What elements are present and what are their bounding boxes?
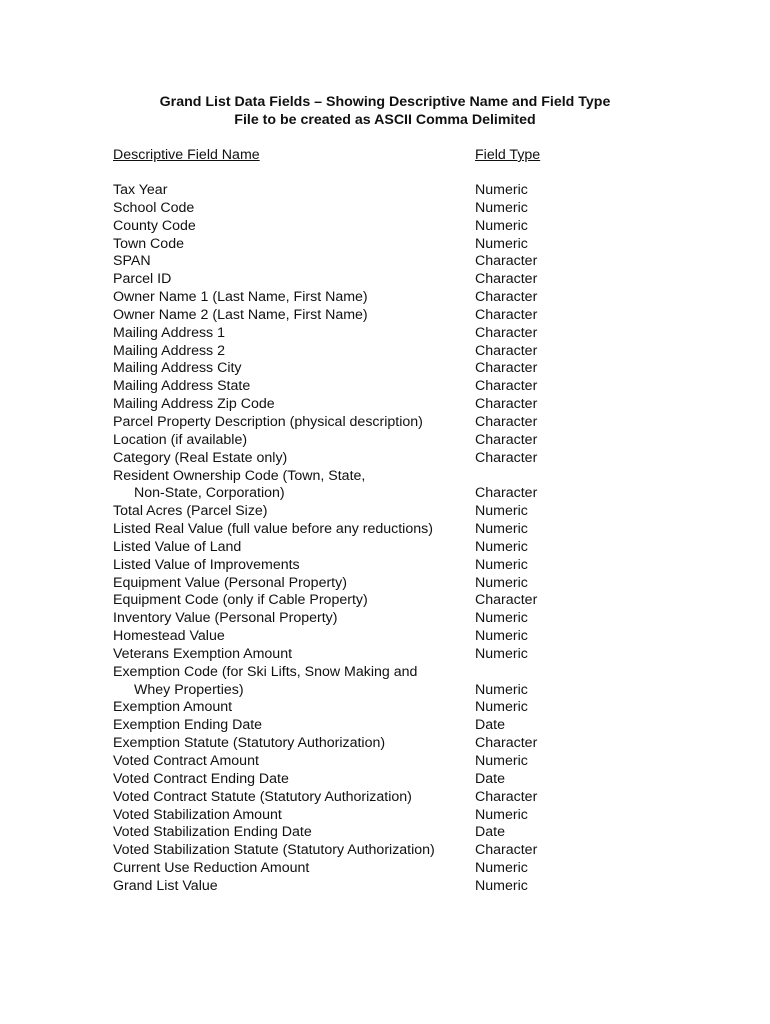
- field-row: [113, 378, 713, 396]
- field-row: [113, 878, 713, 896]
- field-row: [113, 592, 713, 610]
- field-name-line-1: Current Use Reduction Amount: [113, 860, 310, 877]
- field-name-line-1: Owner Name 1 (Last Name, First Name): [113, 289, 368, 306]
- field-name: [113, 842, 435, 860]
- field-row: [113, 360, 713, 378]
- field-name: [113, 450, 287, 468]
- field-name: [113, 521, 433, 539]
- field-name-line-1: Inventory Value (Personal Property): [113, 610, 338, 627]
- field-row: [113, 860, 713, 878]
- field-name-line-2: Whey Properties): [134, 681, 244, 698]
- field-name: [113, 717, 262, 735]
- field-row: [113, 218, 713, 236]
- field-name-line-1: Exemption Statute (Statutory Authorization): [113, 735, 386, 752]
- field-type: Character: [475, 324, 538, 341]
- field-type: Character: [475, 289, 538, 306]
- field-name-line-1: Owner Name 2 (Last Name, First Name): [113, 306, 368, 323]
- field-row: [113, 432, 713, 450]
- title-line-2: File to be created as ASCII Comma Delimited: [234, 112, 536, 128]
- field-type: Numeric: [475, 645, 528, 662]
- field-name: [113, 878, 218, 896]
- field-row: [113, 539, 713, 557]
- field-type: Numeric: [475, 574, 528, 591]
- field-type: Character: [475, 485, 538, 502]
- field-row: [113, 824, 713, 842]
- field-type: Character: [475, 342, 538, 359]
- title-line-1: Grand List Data Fields – Showing Descriptive Name and Field Type: [159, 94, 611, 110]
- field-name: [113, 699, 232, 717]
- field-type: Numeric: [475, 235, 528, 252]
- field-name: [113, 503, 268, 521]
- field-name: [113, 771, 289, 789]
- field-name: [113, 182, 167, 200]
- field-row: [113, 575, 713, 593]
- field-name-line-1: Voted Contract Statute (Statutory Authorization): [113, 788, 412, 805]
- field-name-line-1: Voted Stabilization Statute (Statutory Authorization): [113, 842, 435, 859]
- header-descriptive-field-name: Descriptive Field Name: [113, 147, 260, 163]
- field-row: [113, 503, 713, 521]
- field-type: Numeric: [475, 681, 528, 698]
- field-name: [113, 414, 423, 432]
- field-name: [113, 664, 417, 700]
- field-name: [113, 325, 225, 343]
- field-type: Numeric: [475, 182, 528, 198]
- field-list: [113, 182, 713, 896]
- field-row: [113, 468, 713, 504]
- field-name: [113, 628, 225, 646]
- field-type: Numeric: [475, 521, 528, 538]
- field-name: [113, 271, 171, 289]
- field-row: [113, 753, 713, 771]
- field-row: [113, 271, 713, 289]
- field-name-line-1: Total Acres (Parcel Size): [113, 503, 268, 520]
- field-type: Character: [475, 253, 538, 270]
- field-type: Character: [475, 592, 538, 609]
- field-row: [113, 842, 713, 860]
- field-name: [113, 360, 242, 378]
- field-row: [113, 236, 713, 254]
- field-row: [113, 343, 713, 361]
- field-row: [113, 325, 713, 343]
- field-row: [113, 414, 713, 432]
- field-name-line-1: Exemption Amount: [113, 699, 233, 716]
- field-row: [113, 289, 713, 307]
- field-row: [113, 396, 713, 414]
- field-name-line-1: Voted Stabilization Amount: [113, 806, 282, 823]
- field-name-line-1: Grand List Value: [113, 877, 218, 894]
- field-type: Numeric: [475, 860, 528, 877]
- field-type: Character: [475, 788, 538, 805]
- field-name-line-1: Category (Real Estate only): [113, 449, 288, 466]
- field-type: Character: [475, 360, 538, 377]
- field-row: [113, 450, 713, 468]
- field-name: [113, 396, 275, 414]
- field-type: Numeric: [475, 628, 528, 645]
- field-type: Date: [475, 824, 505, 841]
- field-name: [113, 200, 194, 218]
- field-row: [113, 610, 713, 628]
- field-name-line-1: School Code: [113, 199, 195, 216]
- field-name: [113, 646, 292, 664]
- field-name-line-1: Listed Value of Improvements: [113, 556, 300, 573]
- field-row: [113, 699, 713, 717]
- field-name-line-1: Voted Contract Amount: [113, 753, 259, 769]
- field-name-line-1: Resident Ownership Code (Town, State,: [113, 467, 366, 484]
- header-field-type: Field Type: [475, 147, 541, 163]
- field-row: [113, 717, 713, 735]
- field-type: Character: [475, 396, 538, 413]
- field-type: Numeric: [475, 877, 528, 894]
- field-type: Character: [475, 306, 538, 323]
- field-name: [113, 468, 365, 504]
- field-name-line-1: Exemption Ending Date: [113, 717, 263, 734]
- field-row: [113, 521, 713, 539]
- field-row: [113, 182, 713, 200]
- field-name: [113, 789, 412, 807]
- field-row: [113, 628, 713, 646]
- field-row: [113, 307, 713, 325]
- field-name: [113, 289, 368, 307]
- field-name: [113, 253, 151, 271]
- field-name-line-1: Listed Value of Land: [113, 538, 242, 555]
- field-row: [113, 253, 713, 271]
- field-type: Character: [475, 413, 538, 430]
- field-name-line-1: Parcel ID: [113, 271, 172, 288]
- field-type: Character: [475, 449, 538, 466]
- field-type: Numeric: [475, 217, 528, 234]
- field-type: Character: [475, 378, 538, 395]
- field-row: [113, 771, 713, 789]
- field-name: [113, 860, 309, 878]
- field-type: Numeric: [475, 699, 528, 716]
- field-name-line-1: Listed Real Value (full value before any reductions): [113, 521, 433, 538]
- field-row: [113, 807, 713, 825]
- field-name: [113, 236, 184, 254]
- field-type: Character: [475, 735, 538, 752]
- field-name: [113, 575, 347, 593]
- field-row: [113, 200, 713, 218]
- field-type: Numeric: [475, 538, 528, 555]
- field-type: Numeric: [475, 753, 528, 769]
- field-name: [113, 610, 337, 628]
- field-name: [113, 735, 385, 753]
- field-name-line-1: Equipment Code (only if Cable Property): [113, 592, 368, 609]
- field-type: Numeric: [475, 806, 528, 823]
- field-name-line-1: Parcel Property Description (physical description): [113, 413, 423, 430]
- field-name: [113, 557, 300, 575]
- field-name-line-1: Mailing Address State: [113, 378, 251, 395]
- field-name: [113, 824, 312, 842]
- field-name-line-1: Location (if available): [113, 431, 248, 448]
- field-name: [113, 378, 250, 396]
- field-name-line-1: Mailing Address City: [113, 360, 242, 377]
- field-name: [113, 343, 225, 361]
- field-name-line-1: Town Code: [113, 235, 184, 252]
- field-row: [113, 557, 713, 575]
- field-name: [113, 307, 368, 325]
- field-name: [113, 807, 282, 825]
- field-name-line-1: Exemption Code (for Ski Lifts, Snow Making and: [113, 663, 418, 680]
- field-type: Character: [475, 431, 538, 448]
- field-type: Numeric: [475, 556, 528, 573]
- field-type: Numeric: [475, 503, 528, 520]
- field-name-line-1: County Code: [113, 217, 196, 234]
- field-name: [113, 218, 196, 236]
- field-name-line-1: Voted Stabilization Ending Date: [113, 824, 312, 841]
- field-type: Numeric: [475, 199, 528, 216]
- field-type: Character: [475, 271, 538, 288]
- field-name-line-1: Mailing Address 2: [113, 342, 225, 359]
- field-row: [113, 789, 713, 807]
- document-title: [0, 93, 770, 129]
- field-type: Date: [475, 770, 505, 787]
- field-name: [113, 432, 247, 450]
- field-name-line-1: Voted Contract Ending Date: [113, 770, 289, 787]
- field-name-line-1: Tax Year: [113, 182, 168, 198]
- field-name-line-1: Equipment Value (Personal Property): [113, 574, 347, 591]
- field-name-line-1: Mailing Address Zip Code: [113, 396, 275, 413]
- field-name-line-1: SPAN: [113, 253, 151, 270]
- field-name: [113, 753, 259, 771]
- field-name-line-1: Mailing Address 1: [113, 324, 225, 341]
- field-row: [113, 646, 713, 664]
- field-type: Date: [475, 717, 505, 734]
- field-name-line-1: Veterans Exemption Amount: [113, 645, 293, 662]
- field-name: [113, 539, 241, 557]
- field-type: Character: [475, 842, 538, 859]
- field-name-line-2: Non-State, Corporation): [134, 485, 285, 502]
- field-type: Numeric: [475, 610, 528, 627]
- field-name: [113, 592, 368, 610]
- field-row: [113, 664, 713, 700]
- field-row: [113, 735, 713, 753]
- field-name-line-1: Homestead Value: [113, 628, 225, 645]
